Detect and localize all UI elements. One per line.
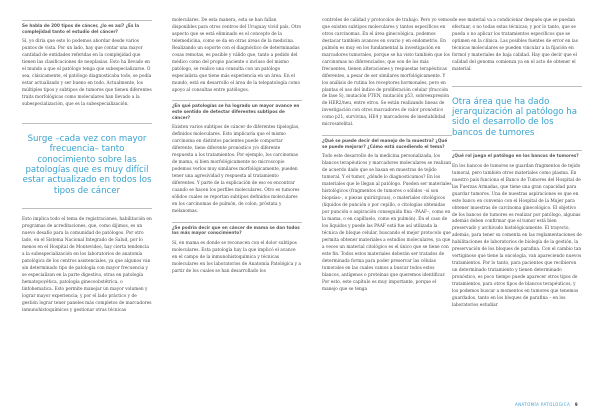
answer-paragraph: controles de calidad y protocolos de trabajo. Pero yo vemos que existen subtipos moleculares y tantos específicos en otros carcinomas. En el área ginecológica, podemos destacar también avances en ovario y en endometrio. En pulmón es muy en los fundamental la investigación en marcadores tumorales, porque se ha visto también que los carcinomas no diferenciados, que son de los más frecuentes, tienen alteraciones y respuestas terapéuticas diferentes, a pesar de ser similares morfológicamente. Y los análisis de rutina los receptores hormonales, pero en plantas el uso del índice de proliferación celular (fracción de fase S), mutación PTEN, mutación p53, sobreexpresión de HER2/neu, entre otros. Se están realizando lineas de investigación con otros marcadores de valor pronóstico como p21, survivina, HE4 y marcadores de inestabilidad microsatelital. (322, 18, 452, 128)
column-2 (172, 0, 302, 418)
answer-paragraph: moleculares. De esta manera, esta se han fallan disponibles para otros centros del Uruguay vivid país. Otro aspecto que se está eliminado es el concepto de la telemedicina, como se da en otras áreas de la medicina. Realizando un soporte con el diagnóstico de determinadas cosas remotas, es posible y válido que, tanto a pedido del médico como del propio paciente o incluso del mismo patólogo, se realice una consulta con un patólogo especialista que tiene más experiencia en un área. En el mundo, está en desarrollo el área de la telepatología como apoyo al consultas entre patólogos. (172, 18, 302, 93)
answer-paragraph: Sí, yo diría que esto lo podemos abordar desde varios puntos de vista. Por un lado, hay que contar una mayor cantidad de entidades referidas en la complejidad que tienen las clasificaciones de neoplasias. Esto ha llevado en el mundo a que el patólogo tenga que subespecializarse. O sea, clásicamente, el patólogo diagnosticaba todo, se podía estar actualizado y ser bueno en todo. Actualmente, los múltiples tipos y subtipos de tumores que tienen diferentes traits morfológicas como moleculares han llevado a la subespecialización, que es la subespecialización. (22, 39, 152, 107)
pull-quote-rule (22, 208, 152, 209)
question-heading: Se habla de 200 tipos de cáncer, ¿lo es así? ¿Es la complejidad tanto el estudio del cáncer? (22, 23, 140, 34)
section-rule (172, 222, 302, 223)
page-footer (515, 402, 578, 407)
question-heading: ¿Qué se puede decir del manejo de la muestra? ¿Qué se puede mejorar? ¿Cómo está sucediendo el tema? (322, 138, 448, 149)
answer-paragraph: Existen varios subtipos de cáncer de diferentes tipologías, definidos moleculares. Esto implicaría que el mismo carcinoma en distintos pacientes puede comportar diferente, tiene diferente pronóstico y/o diferente respuesta a los tratamientos. Por ejemplo, los carcinomas de mama, si bien morfológicamente no microscopio podemos verlos muy similares morfológicamente, pueden tener una agresividad y respuesta al tratamiento diferentes. Y parte de la explicación de eso es encontrar cuando se hacen los perfiles moleculares. Otro es tumores sólidos cuales se reportan subtipos definidos moleculares en los carcinomas de pulmón, de colon, próstata y melanomas. (172, 125, 300, 214)
question-heading: ¿Se podría decir que en cáncer de mama se dan todos los más mayor conocimiento? (172, 224, 300, 236)
pull-quote: Otra área que ha dado jerarquización al patólogo ha sido el desarrollo de los bancos de tumores (452, 96, 578, 138)
section-rule (172, 100, 302, 101)
section-rule (452, 150, 582, 151)
column-3 (322, 0, 452, 418)
pull-quote: Surge –cada vez con mayor frecuencia– tanto conocimiento sobre las patologías que es muy difícil estar actualizado en todos los tipos de cáncer (22, 133, 152, 196)
answer-paragraph: En los bancos de tumores se guardan fragmentos de tejido tumoral, pero también otros materiales como plasma. En nuestro país funciona el Banco de Tumores del Hospital de las Fuerzas Armadas, que tiene una gran capacidad para guardar tumores. Una de nuestras aspiraciones es que en este banco en convenio con el Hospital de la Mujer para obtener muestras de carcinoma ginecológico. El objetivo de los bancos de tumores es realizar por patólogo, algunas además deben confirmar que el tumor está bien preservado y archivado histológicamente. El trayecto, además, para tener su comenta en las reglamentaciones de habilitaciones de laboratorios de biología de la gestión, la preservación de los bloques de parafina. Con el cambio tan vertiginoso que tiene la oncología, van apareciendo nuevos tratamientos. Por lo tanto, para pacientes que recibieron un determinado tratamiento y tienen determinado pronóstico, es poco tiempo puede aparecer otros tipos de tratamientos, para otros tipos de blancos terapéuticos, y los podemos buscar a momentos en tumores que tenemos guardados, tanto en los bloques de parafina – en los laboratorios estudiar (452, 163, 582, 308)
column-4 (452, 0, 582, 418)
answer-paragraph: Sí, en mama es donde se reconocen con el dolor subtipos moleculares. Esta patología hay la que implicó el avance en el campo de la inmunohistoquímica y técnicas moleculares en los laboratorios de Anatomía Patológica y a partir de los cuales se han desarrollado los (172, 240, 301, 274)
section-rule (22, 20, 152, 21)
page-number: 9 (574, 402, 578, 407)
answer-paragraph: de ese material va a condicionar después que se puedan efectuar, o no todas estas técnicas; y por lo tanto, que se pueda o no aplicar los tratamientos específicos que se optimen en la clínica. Las posibles fuentes de error en las técnicas moleculares se pueden vincular a la fijación en formol y materiales de baja calidad. Hay que decir que el calidad del genoma comienza ya en el acto de obtener el material. (452, 18, 578, 72)
answer-paragraph: Esto implica todo el tema de registraciones, habilitación en programas de acreditaciones, que, como dijimos, es un nuevo desafío para la comunidad de patólogos. Por otro lado, en el Sistema Nacional Integrado de Salud, por lo menos en el Hospital de Montevideo, hay cierta tendencia a la subespecialización en los laboratorios de anatomía patológica de los centros asistenciales, ya que algunos van sin determinado tipo de patología con mayor frecuencia y se especializan en la parte digestiva, otras en patología hematopoyética, patología ginecoobstétrica, o linfohematica. Esto permite manejar un mayor volumen y lograr mayor experiencia; y por el lado práctico y de gestión lograr tener paneles más completos de marcadores inmunohistoquímicos y gestionar otras técnicas (22, 217, 152, 313)
pull-quote-rule (452, 86, 582, 87)
question-heading: ¿Qué rol juega el patólogo en los bancos de tumores? (452, 153, 579, 159)
pull-quote-rule (22, 123, 152, 124)
column-1 (22, 0, 152, 418)
answer-paragraph: Todo este desarrollo de la medicina personalizada, los blancos terapéuticos y marcadores moleculares se realizan de acuerdo dado que se basan en muestras de tejido tumoral. Y el tumor, ¿dónde lo diagnosticamos? En los materiales que le llegan al patólogo. Pueden ser materiales histológicos (fragmentos de tumores o sólidos –sí son biopsias–, o piezas quirúrgicas), o materiales citológicos (líquidos de punción o por cepillo, o citologías obtenidas por punción o aspiración conseguida fina –PAAF–, como en la mama, o en capilluelo, como en pulmón). En el caso de los líquidos y puede las PAAF está fue así utilizada la técnica de bloque celular, buscando el mejor protocolo que permita obtener materiales a estudios moleculares, ya que a veces un material citológico es el único que se tiene con este fin. Todos estos materiales deberán ser tratados de determinada forma para poder preservar las células tumorales en las cuales vamos a buscar todos estos blancos, antígenos o proteínas que queremos identificar. Por esto, este capítulo es muy importante, porque el manejo que se tenga (322, 154, 452, 292)
question-heading: ¿En qué patologías se ha logrado un mayor avance en este sentido de detectar diferentes subtipos de cáncer? (172, 103, 300, 120)
section-rule (322, 135, 452, 136)
section-name: ANATOMÍA PATOLÓGICA (514, 402, 571, 407)
